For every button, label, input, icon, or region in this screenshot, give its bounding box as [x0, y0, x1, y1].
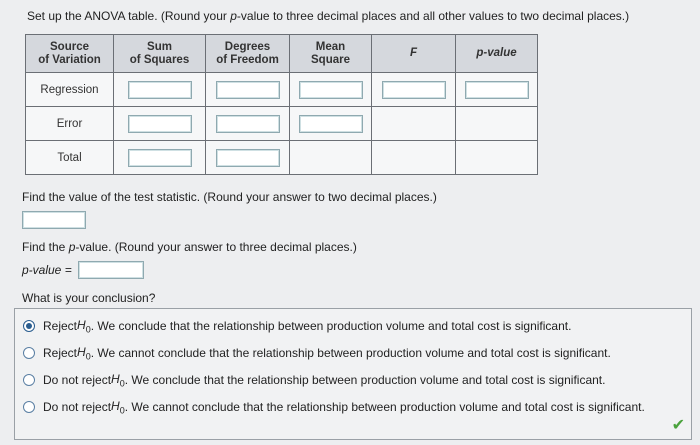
header-f: F — [372, 35, 456, 73]
instructions: Set up the ANOVA table. (Round your p-value to three decimal places and all other values to two decimal places.) — [27, 9, 630, 23]
table-header-row — [26, 35, 538, 73]
error-ms-input[interactable] — [299, 115, 363, 133]
radio-button[interactable] — [23, 374, 35, 386]
regression-ms-input[interactable] — [299, 81, 363, 99]
regression-p-input[interactable] — [465, 81, 529, 99]
radio-button[interactable] — [23, 347, 35, 359]
regression-ss-input[interactable] — [128, 81, 192, 99]
empty-cell — [372, 107, 456, 141]
conclusion-prompt: What is your conclusion? — [22, 291, 156, 305]
p-value-label: p-value = — [22, 263, 72, 277]
table-row-regression — [26, 73, 538, 107]
header-sum-of-squares: Sum of Squares — [114, 35, 206, 73]
radio-button-selected[interactable] — [23, 320, 35, 332]
table-row-error — [26, 107, 538, 141]
empty-cell — [290, 141, 372, 175]
h0-symbol: $H_0$ — [111, 399, 125, 416]
option-reject-conclude[interactable]: Reject $H_0$ . We conclude that the relationship between production volume and total cost is significant. — [23, 318, 571, 334]
empty-cell — [456, 141, 538, 175]
error-ss-input[interactable] — [128, 115, 192, 133]
header-mean-square: Mean Square — [290, 35, 372, 73]
total-df-input[interactable] — [216, 149, 280, 167]
p-value-input[interactable] — [78, 261, 144, 279]
test-statistic-input[interactable] — [22, 211, 86, 229]
h0-symbol: $H_0$ — [77, 318, 91, 335]
row-label-total: Total — [26, 141, 114, 175]
option-do-not-reject-cannot-conclude[interactable]: Do not reject $H_0$ . We cannot conclude that the relationship between production volume and total cost is significant. — [23, 399, 645, 415]
total-ss-input[interactable] — [128, 149, 192, 167]
empty-cell — [456, 107, 538, 141]
conclusion-options — [14, 308, 692, 440]
option-do-not-reject-conclude[interactable]: Do not reject $H_0$ . We conclude that the relationship between production volume and total cost is significant. — [23, 372, 605, 388]
regression-df-input[interactable] — [216, 81, 280, 99]
h0-symbol: $H_0$ — [111, 372, 125, 389]
empty-cell — [372, 141, 456, 175]
row-label-regression: Regression — [26, 73, 114, 107]
error-df-input[interactable] — [216, 115, 280, 133]
header-degrees-of-freedom: Degrees of Freedom — [206, 35, 290, 73]
table-row-total — [26, 141, 538, 175]
check-icon: ✔ — [671, 417, 685, 434]
header-source: Source of Variation — [26, 35, 114, 73]
p-value-row — [22, 261, 144, 279]
row-label-error: Error — [26, 107, 114, 141]
radio-button[interactable] — [23, 401, 35, 413]
test-statistic-prompt: Find the value of the test statistic. (Round your answer to two decimal places.) — [22, 190, 437, 204]
p-value-prompt: Find the p-value. (Round your answer to three decimal places.) — [22, 240, 357, 254]
h0-symbol: $H_0$ — [77, 345, 91, 362]
option-reject-cannot-conclude[interactable]: Reject $H_0$ . We cannot conclude that the relationship between production volume and total cost is significant. — [23, 345, 611, 361]
regression-f-input[interactable] — [382, 81, 446, 99]
anova-table — [25, 34, 538, 175]
header-p-value: p-value — [456, 35, 538, 73]
